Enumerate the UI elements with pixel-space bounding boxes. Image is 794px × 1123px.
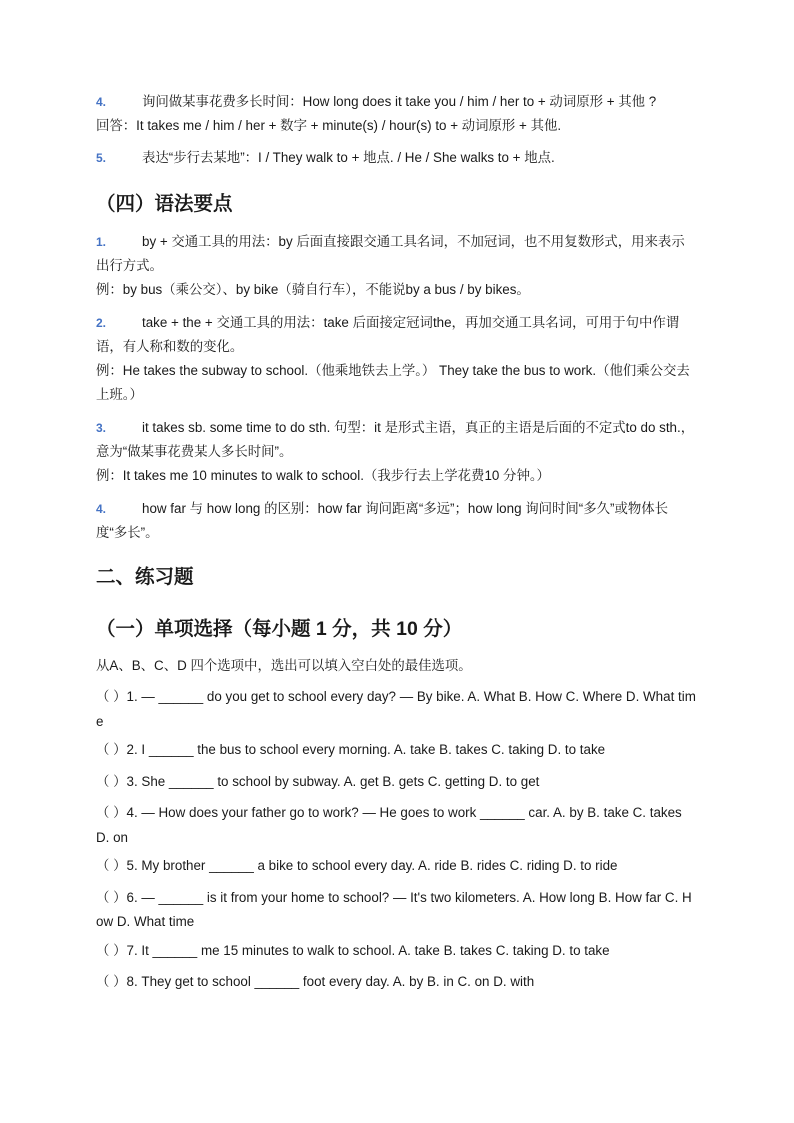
grammar-item-3 [96,416,698,488]
instruction-text: 从A、B、C、D 四个选项中，选出可以填入空白处的最佳选项。 [96,658,472,673]
key-phrase-item-5 [96,146,698,170]
answer-line: 回答：It takes me / him / her + 数字 + minute(s) / hour(s) to + 动词原形 + 其他. [96,118,562,133]
question-6: （ ）6. — ______ is it from your home to school? — It's two kilometers. A. How long B. How far C. How D. What time [96,889,692,929]
question-5: （ ）5. My brother ______ a bike to school every day. A. ride B. rides C. riding D. to ride [96,858,618,873]
list-number: 4. [96,502,107,516]
grammar-item-4 [96,497,698,545]
list-text: how far 与 how long 的区别：how far 询问距离“多远”；how long 询问时间“多久”或物体长度“多长”。 [96,501,669,540]
example-line: 例：by bus（乘公交）、by bike（骑自行车），不能说by a bus / by bikes。 [96,282,530,297]
list-text: 询问做某事花费多长时间：How long does it take you / him / her to + 动词原形 + 其他 ? [142,94,657,109]
document-content [96,90,698,1002]
single-choice-heading: （一）单项选择（每小题 1 分，共 10 分） [96,618,463,640]
question-7: （ ）7. It ______ me 15 minutes to walk to school. A. take B. takes C. taking D. to take [96,942,610,958]
question-3: （ ）3. She ______ to school by subway. A. get B. gets C. getting D. to get [96,773,540,789]
grammar-item-1 [96,230,698,302]
list-text: it takes sb. some time to do sth. 句型：it 是形式主语，真正的主语是后面的不定式to do sth.，意为“做某事花费某人多长时间”。 [96,420,695,459]
list-number: 3. [96,421,107,435]
example-line: 例：He takes the subway to school.（他乘地铁去上学。） They take the bus to work.（他们乘公交去上班。） [96,363,690,402]
key-phrase-item-4 [96,90,698,114]
grammar-heading: （四）语法要点 [96,193,233,215]
list-text: take + the + 交通工具的用法：take 后面接定冠词the，再加交通工具名词，可用于句中作谓语，有人称和数的变化。 [96,315,680,354]
list-number: 1. [96,235,107,249]
list-number: 5. [96,151,107,165]
question-8: （ ）8. They get to school ______ foot every day. A. by B. in C. on D. with [96,974,535,989]
example-line: 例：It takes me 10 minutes to walk to school.（我步行去上学花费10 分钟。） [96,468,550,483]
list-number: 2. [96,316,107,330]
question-4: （ ）4. — How does your father go to work? — He goes to work ______ car. A. by B. take C. takes D. on [96,805,682,845]
grammar-item-2 [96,311,698,407]
question-2: （ ）2. I ______ the bus to school every morning. A. take B. takes C. taking D. to take [96,742,606,757]
list-text: 表达“步行去某地”：I / They walk to + 地点. / He / She walks to + 地点. [142,150,555,165]
question-1: （ ）1. — ______ do you get to school every day? — By bike. A. What B. How C. Where D. What time [96,689,696,729]
list-text: by + 交通工具的用法：by 后面直接跟交通工具名词，不加冠词，也不用复数形式，用来表示出行方式。 [96,234,685,273]
list-number: 4. [96,95,107,109]
exercises-heading: 二、练习题 [96,566,194,588]
